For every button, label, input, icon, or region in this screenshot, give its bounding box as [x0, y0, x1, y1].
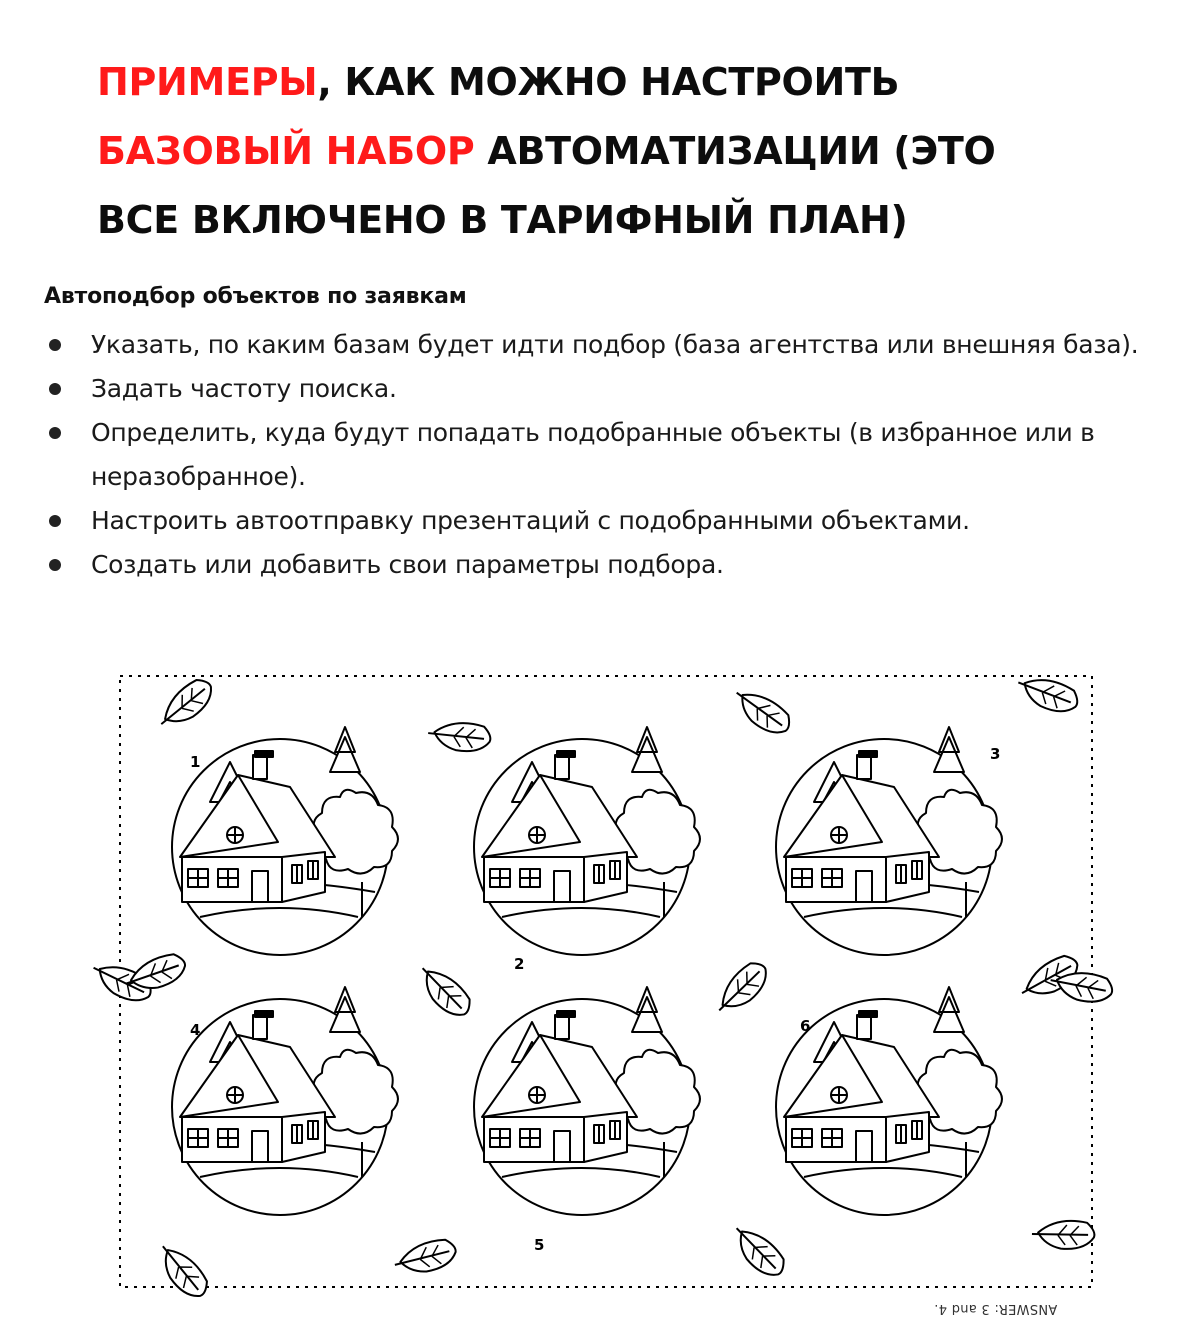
house-scene-5 — [474, 987, 700, 1215]
leaf-icon — [708, 958, 774, 1020]
list-item — [44, 543, 1154, 587]
list-item — [44, 323, 1154, 367]
scene-number-1: 1 — [190, 753, 201, 771]
list-item-text: Настроить автоотправку презентаций с подобранными объектами. — [91, 506, 970, 535]
page-title — [97, 48, 1137, 255]
scene-number-4: 4 — [190, 1021, 201, 1039]
list-item — [44, 411, 1154, 499]
title-text-2: АВТОМАТИЗАЦИИ (ЭТО — [474, 129, 996, 173]
list-item-text: Указать, по каким базам будет идти подбор (база агентства или внешняя база). — [91, 330, 1139, 359]
title-text-1: , КАК МОЖНО НАСТРОИТЬ — [317, 60, 900, 104]
leaf-icon — [727, 1217, 789, 1283]
leaf-icon — [153, 1237, 212, 1305]
scene-number-3: 3 — [990, 745, 1001, 763]
list-item-text: Задать частоту поиска. — [91, 374, 397, 403]
scene-number-5: 5 — [534, 1236, 545, 1254]
leaf-icon — [413, 957, 475, 1023]
leaf-icon — [1031, 1217, 1096, 1251]
leaf-icon — [392, 1238, 458, 1277]
bullet-icon — [49, 339, 61, 351]
leaf-icon — [152, 675, 220, 734]
list-item — [44, 367, 1154, 411]
bullet-icon — [49, 559, 61, 571]
house-scene-1 — [172, 727, 398, 955]
house-scene-4 — [172, 987, 398, 1215]
bullet-icon — [49, 515, 61, 527]
scene-number-6: 6 — [800, 1017, 811, 1035]
section-heading: Автоподбор объектов по заявкам — [44, 284, 467, 309]
title-highlight-examples: ПРИМЕРЫ — [97, 60, 318, 104]
list-item-text: Определить, куда будут попадать подобранные объекты (в избранное или в неразобранное). — [91, 418, 1095, 491]
spot-the-difference-puzzle — [84, 655, 1124, 1315]
title-highlight-basic-set: БАЗОВЫЙ НАБОР — [97, 129, 475, 173]
house-scene-2 — [474, 727, 700, 955]
puzzle-illustration — [84, 655, 1124, 1315]
list-item — [44, 499, 1154, 543]
leaf-icon — [729, 680, 795, 742]
list-item-text: Создать или добавить свои параметры подбора. — [91, 550, 724, 579]
bullet-icon — [49, 427, 61, 439]
leaf-icon — [426, 717, 492, 756]
bullet-list — [44, 323, 1154, 587]
house-scene-3 — [776, 727, 1002, 955]
bullet-icon — [49, 383, 61, 395]
title-text-3: ВСЕ ВКЛЮЧЕНО В ТАРИФНЫЙ ПЛАН) — [97, 198, 908, 242]
answer-caption: ANSWER: 3 and 4. — [934, 1301, 1058, 1316]
scene-number-2: 2 — [514, 955, 525, 973]
